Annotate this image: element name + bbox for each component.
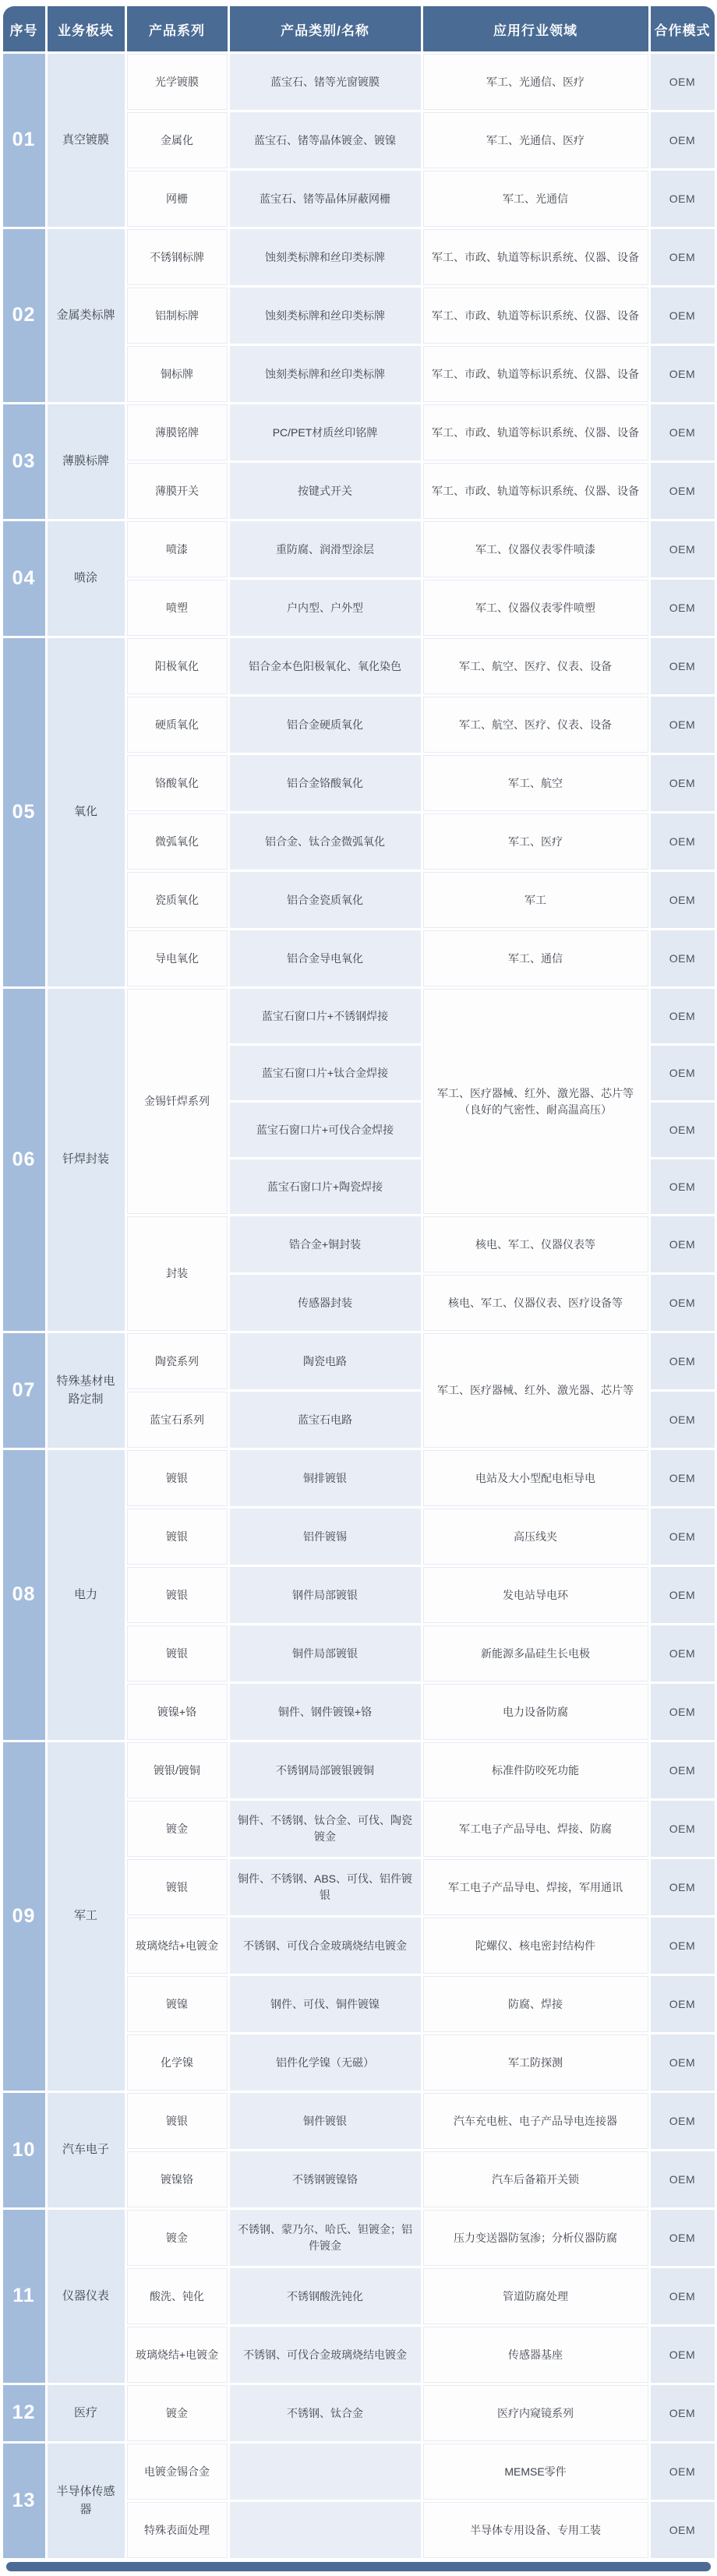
business-segment-cell: 电力: [48, 1450, 125, 1740]
row-number-cell: 05: [3, 638, 45, 986]
product-series-cell: 铬酸氧化: [127, 755, 228, 811]
cooperation-mode-cell: OEM: [651, 2210, 715, 2266]
application-field-cell: MEMSE零件: [423, 2444, 648, 2500]
product-series-cell: 喷塑: [127, 580, 228, 636]
cooperation-mode-cell: OEM: [651, 1216, 715, 1272]
product-series-cell: 镀镍: [127, 1976, 228, 2032]
product-series-cell: 镀银: [127, 1567, 228, 1623]
application-field-cell: 军工、医疗: [423, 813, 648, 870]
table-row: [3, 2093, 715, 2149]
product-name-cell: 铜件局部镀银: [230, 1625, 421, 1681]
product-name-cell: 铝合金、钛合金微弧氧化: [230, 813, 421, 870]
cooperation-mode-cell: OEM: [651, 1333, 715, 1389]
product-name-cell: PC/PET材质丝印铭牌: [230, 404, 421, 461]
product-name-cell: 蓝宝石、锗等晶体屏蔽网栅: [230, 171, 421, 227]
table-body: [3, 54, 715, 2558]
row-number-cell: 08: [3, 1450, 45, 1740]
column-header: 序号: [3, 6, 45, 51]
application-field-cell: 军工、通信: [423, 930, 648, 986]
product-name-cell: 陶瓷电路: [230, 1333, 421, 1389]
cooperation-mode-cell: OEM: [651, 288, 715, 344]
product-name-cell: 铝合金本色阳极氧化、氧化染色: [230, 638, 421, 694]
product-series-cell: 化学镍: [127, 2034, 228, 2091]
cooperation-mode-cell: OEM: [651, 638, 715, 694]
row-number-cell: 12: [3, 2385, 45, 2441]
product-name-cell: 铝合金瓷质氧化: [230, 872, 421, 928]
cooperation-mode-cell: OEM: [651, 1450, 715, 1506]
application-field-cell: 军工、光通信、医疗: [423, 112, 648, 168]
business-segment-cell: 金属类标牌: [48, 229, 125, 402]
cooperation-mode-cell: OEM: [651, 930, 715, 986]
application-field-cell: 军工: [423, 872, 648, 928]
business-segment-cell: 喷涂: [48, 521, 125, 636]
product-series-cell: 镀银: [127, 1509, 228, 1565]
product-series-cell: 硬质氧化: [127, 697, 228, 753]
cooperation-mode-cell: OEM: [651, 1918, 715, 1974]
application-field-cell: 军工、市政、轨道等标识系统、仪器、设备: [423, 346, 648, 402]
cooperation-mode-cell: OEM: [651, 2327, 715, 2383]
product-series-cell: 镀银: [127, 2093, 228, 2149]
product-series-cell: 微弧氧化: [127, 813, 228, 870]
application-field-cell: 新能源多晶硅生长电极: [423, 1625, 648, 1681]
product-name-cell: 蚀刻类标牌和丝印类标牌: [230, 346, 421, 402]
cooperation-mode-cell: OEM: [651, 813, 715, 870]
table-row: [3, 2210, 715, 2266]
column-header: 应用行业领域: [423, 6, 648, 51]
product-name-cell: 户内型、户外型: [230, 580, 421, 636]
cooperation-mode-cell: OEM: [651, 1976, 715, 2032]
product-series-cell: 瓷质氧化: [127, 872, 228, 928]
cooperation-mode-cell: OEM: [651, 112, 715, 168]
cooperation-mode-cell: OEM: [651, 1103, 715, 1157]
application-field-cell: 标准件防咬死功能: [423, 1742, 648, 1798]
business-segment-cell: 军工: [48, 1742, 125, 2091]
product-series-cell: 阳极氧化: [127, 638, 228, 694]
column-header: 产品类别/名称: [230, 6, 421, 51]
application-field-cell: 军工、仪器仪表零件喷塑: [423, 580, 648, 636]
row-number-cell: 01: [3, 54, 45, 227]
cooperation-mode-cell: OEM: [651, 755, 715, 811]
product-name-cell: 铝件镀锡: [230, 1509, 421, 1565]
product-name-cell: 不锈钢、可伐合金玻璃烧结电镀金: [230, 2327, 421, 2383]
column-header: 合作模式: [651, 6, 715, 51]
application-field-cell: 军工、航空、医疗、仪表、设备: [423, 697, 648, 753]
product-name-cell: 锆合金+铜封装: [230, 1216, 421, 1272]
product-name-cell: 钢件局部镀银: [230, 1567, 421, 1623]
product-name-cell: 铜件镀银: [230, 2093, 421, 2149]
application-field-cell: 核电、军工、仪器仪表、医疗设备等: [423, 1275, 648, 1331]
product-series-cell: 喷漆: [127, 521, 228, 577]
application-field-cell: 半导体专用设备、专用工装: [423, 2502, 648, 2558]
cooperation-mode-cell: OEM: [651, 1509, 715, 1565]
product-name-cell: 不锈钢镀镍铬: [230, 2151, 421, 2207]
product-series-cell: 镀银: [127, 1625, 228, 1681]
product-name-cell: 钢件、可伐、铜件镀镍: [230, 1976, 421, 2032]
row-number-cell: 09: [3, 1742, 45, 2091]
cooperation-mode-cell: OEM: [651, 1742, 715, 1798]
cooperation-mode-cell: OEM: [651, 2093, 715, 2149]
product-name-cell: 铝合金导电氧化: [230, 930, 421, 986]
cooperation-mode-cell: OEM: [651, 1801, 715, 1857]
product-name-cell: 蚀刻类标牌和丝印类标牌: [230, 229, 421, 285]
cooperation-mode-cell: OEM: [651, 404, 715, 461]
cooperation-mode-cell: OEM: [651, 580, 715, 636]
product-series-cell: 陶瓷系列: [127, 1333, 228, 1389]
table-row: [3, 521, 715, 577]
product-series-cell: 不锈钢标牌: [127, 229, 228, 285]
table-row: [3, 638, 715, 694]
cooperation-mode-cell: OEM: [651, 1625, 715, 1681]
product-series-cell: 玻璃烧结+电镀金: [127, 2327, 228, 2383]
application-field-cell: 防腐、焊接: [423, 1976, 648, 2032]
application-field-cell: 压力变送器防氢渗；分析仪器防腐: [423, 2210, 648, 2266]
product-name-cell: 传感器封装: [230, 1275, 421, 1331]
application-field-cell: 军工电子产品导电、焊接，军用通讯: [423, 1859, 648, 1915]
cooperation-mode-cell: OEM: [651, 2034, 715, 2091]
product-series-cell: 镀金: [127, 2385, 228, 2441]
product-series-cell: 金属化: [127, 112, 228, 168]
product-name-cell: 铜件、不锈钢、钛合金、可伐、陶瓷镀金: [230, 1801, 421, 1857]
table-row: [3, 404, 715, 461]
cooperation-mode-cell: OEM: [651, 2151, 715, 2207]
product-name-cell: [230, 2502, 421, 2558]
product-name-cell: 不锈钢、可伐合金玻璃烧结电镀金: [230, 1918, 421, 1974]
column-header: 产品系列: [127, 6, 228, 51]
cooperation-mode-cell: OEM: [651, 171, 715, 227]
application-field-cell: 军工、航空: [423, 755, 648, 811]
application-field-cell: 军工、市政、轨道等标识系统、仪器、设备: [423, 288, 648, 344]
product-series-cell: 蓝宝石系列: [127, 1392, 228, 1448]
business-segment-cell: 钎焊封装: [48, 989, 125, 1331]
table-row: [3, 54, 715, 110]
product-series-cell: 镀银/镀铜: [127, 1742, 228, 1798]
product-name-cell: 不锈钢、蒙乃尔、哈氏、钽镀金；铝件镀金: [230, 2210, 421, 2266]
product-series-cell: 镀镍+铬: [127, 1684, 228, 1740]
cooperation-mode-cell: OEM: [651, 1392, 715, 1448]
product-name-cell: 蓝宝石、锗等光窗镀膜: [230, 54, 421, 110]
application-field-cell: 核电、军工、仪器仪表等: [423, 1216, 648, 1272]
product-series-cell: 特殊表面处理: [127, 2502, 228, 2558]
product-name-cell: 不锈钢酸洗钝化: [230, 2268, 421, 2324]
table-row: [3, 229, 715, 285]
cooperation-mode-cell: OEM: [651, 54, 715, 110]
product-name-cell: 蓝宝石、锗等晶体镀金、镀镍: [230, 112, 421, 168]
cooperation-mode-cell: OEM: [651, 697, 715, 753]
application-field-cell: 电力设备防腐: [423, 1684, 648, 1740]
business-segment-cell: 汽车电子: [48, 2093, 125, 2207]
product-name-cell: 蓝宝石窗口片+陶瓷焊接: [230, 1159, 421, 1214]
business-segment-cell: 薄膜标牌: [48, 404, 125, 519]
product-name-cell: 铝合金硬质氧化: [230, 697, 421, 753]
product-name-cell: 蓝宝石窗口片+不锈钢焊接: [230, 989, 421, 1043]
application-field-cell: 电站及大小型配电柜导电: [423, 1450, 648, 1506]
product-series-cell: 玻璃烧结+电镀金: [127, 1918, 228, 1974]
product-name-cell: 按键式开关: [230, 463, 421, 519]
product-name-cell: 蓝宝石窗口片+钛合金焊接: [230, 1046, 421, 1100]
row-number-cell: 07: [3, 1333, 45, 1448]
cooperation-mode-cell: OEM: [651, 1046, 715, 1100]
cooperation-mode-cell: OEM: [651, 2444, 715, 2500]
cooperation-mode-cell: OEM: [651, 463, 715, 519]
footer-bar: [6, 2562, 711, 2571]
product-name-cell: 不锈钢局部镀银镀铜: [230, 1742, 421, 1798]
cooperation-mode-cell: OEM: [651, 1159, 715, 1214]
application-field-cell: 军工电子产品导电、焊接、防腐: [423, 1801, 648, 1857]
cooperation-mode-cell: OEM: [651, 2268, 715, 2324]
product-series-cell: 封装: [127, 1216, 228, 1331]
cooperation-mode-cell: OEM: [651, 346, 715, 402]
application-field-cell: 医疗内窥镜系列: [423, 2385, 648, 2441]
product-series-cell: 导电氧化: [127, 930, 228, 986]
cooperation-mode-cell: OEM: [651, 1859, 715, 1915]
application-field-cell: 管道防腐处理: [423, 2268, 648, 2324]
application-field-cell: 传感器基座: [423, 2327, 648, 2383]
application-field-cell: 军工、市政、轨道等标识系统、仪器、设备: [423, 229, 648, 285]
application-field-cell: 发电站导电环: [423, 1567, 648, 1623]
product-catalog-table: [1, 4, 717, 2560]
cooperation-mode-cell: OEM: [651, 2502, 715, 2558]
business-segment-cell: 医疗: [48, 2385, 125, 2441]
product-series-cell: 金锡钎焊系列: [127, 989, 228, 1214]
product-series-cell: 薄膜铭牌: [127, 404, 228, 461]
business-segment-cell: 真空镀膜: [48, 54, 125, 227]
product-name-cell: 重防腐、润滑型涂层: [230, 521, 421, 577]
application-field-cell: 汽车后备箱开关锁: [423, 2151, 648, 2207]
cooperation-mode-cell: OEM: [651, 989, 715, 1043]
product-series-cell: 镀银: [127, 1450, 228, 1506]
cooperation-mode-cell: OEM: [651, 1567, 715, 1623]
table-row: [3, 2385, 715, 2441]
application-field-cell: 汽车充电桩、电子产品导电连接器: [423, 2093, 648, 2149]
product-series-cell: 薄膜开关: [127, 463, 228, 519]
product-name-cell: 铝合金铬酸氧化: [230, 755, 421, 811]
row-number-cell: 02: [3, 229, 45, 402]
table-row: [3, 1333, 715, 1389]
cooperation-mode-cell: OEM: [651, 872, 715, 928]
application-field-cell: 军工、市政、轨道等标识系统、仪器、设备: [423, 463, 648, 519]
product-name-cell: 铜件、不锈钢、ABS、可伐、铝件镀银: [230, 1859, 421, 1915]
product-name-cell: 蚀刻类标牌和丝印类标牌: [230, 288, 421, 344]
row-number-cell: 13: [3, 2444, 45, 2558]
cooperation-mode-cell: OEM: [651, 1275, 715, 1331]
cooperation-mode-cell: OEM: [651, 2385, 715, 2441]
cooperation-mode-cell: OEM: [651, 1684, 715, 1740]
application-field-cell: 军工、光通信: [423, 171, 648, 227]
row-number-cell: 06: [3, 989, 45, 1331]
product-series-cell: 镀银: [127, 1859, 228, 1915]
product-name-cell: 不锈钢、钛合金: [230, 2385, 421, 2441]
application-field-cell: 军工、航空、医疗、仪表、设备: [423, 638, 648, 694]
cooperation-mode-cell: OEM: [651, 521, 715, 577]
product-series-cell: 网栅: [127, 171, 228, 227]
business-segment-cell: 仪器仪表: [48, 2210, 125, 2383]
product-series-cell: 光学镀膜: [127, 54, 228, 110]
table-header-row: [3, 6, 715, 51]
table-row: [3, 1742, 715, 1798]
application-field-cell: 军工、光通信、医疗: [423, 54, 648, 110]
application-field-cell: 陀螺仪、核电密封结构件: [423, 1918, 648, 1974]
business-segment-cell: 氧化: [48, 638, 125, 986]
product-series-cell: 铝制标牌: [127, 288, 228, 344]
product-name-cell: 铜排镀银: [230, 1450, 421, 1506]
row-number-cell: 11: [3, 2210, 45, 2383]
product-series-cell: 铜标牌: [127, 346, 228, 402]
product-name-cell: 铜件、钢件镀镍+铬: [230, 1684, 421, 1740]
product-series-cell: 镀镍铬: [127, 2151, 228, 2207]
product-series-cell: 镀金: [127, 2210, 228, 2266]
application-field-cell: 高压线夹: [423, 1509, 648, 1565]
row-number-cell: 03: [3, 404, 45, 519]
product-series-cell: 酸洗、钝化: [127, 2268, 228, 2324]
row-number-cell: 04: [3, 521, 45, 636]
application-field-cell: 军工、仪器仪表零件喷漆: [423, 521, 648, 577]
product-series-cell: 电镀金锡合金: [127, 2444, 228, 2500]
cooperation-mode-cell: OEM: [651, 229, 715, 285]
product-name-cell: 铝件化学镍（无磁）: [230, 2034, 421, 2091]
row-number-cell: 10: [3, 2093, 45, 2207]
product-series-cell: 镀金: [127, 1801, 228, 1857]
table-row: [3, 989, 715, 1043]
application-field-cell: 军工防探测: [423, 2034, 648, 2091]
column-header: 业务板块: [48, 6, 125, 51]
application-field-cell: 军工、医疗器械、红外、激光器、芯片等（良好的气密性、耐高温高压）: [423, 989, 648, 1214]
product-name-cell: 蓝宝石电路: [230, 1392, 421, 1448]
product-name-cell: 蓝宝石窗口片+可伐合金焊接: [230, 1103, 421, 1157]
business-segment-cell: 半导体传感器: [48, 2444, 125, 2558]
application-field-cell: 军工、医疗器械、红外、激光器、芯片等: [423, 1333, 648, 1448]
table-row: [3, 2444, 715, 2500]
product-name-cell: [230, 2444, 421, 2500]
table-row: [3, 1450, 715, 1506]
application-field-cell: 军工、市政、轨道等标识系统、仪器、设备: [423, 404, 648, 461]
business-segment-cell: 特殊基材电路定制: [48, 1333, 125, 1448]
